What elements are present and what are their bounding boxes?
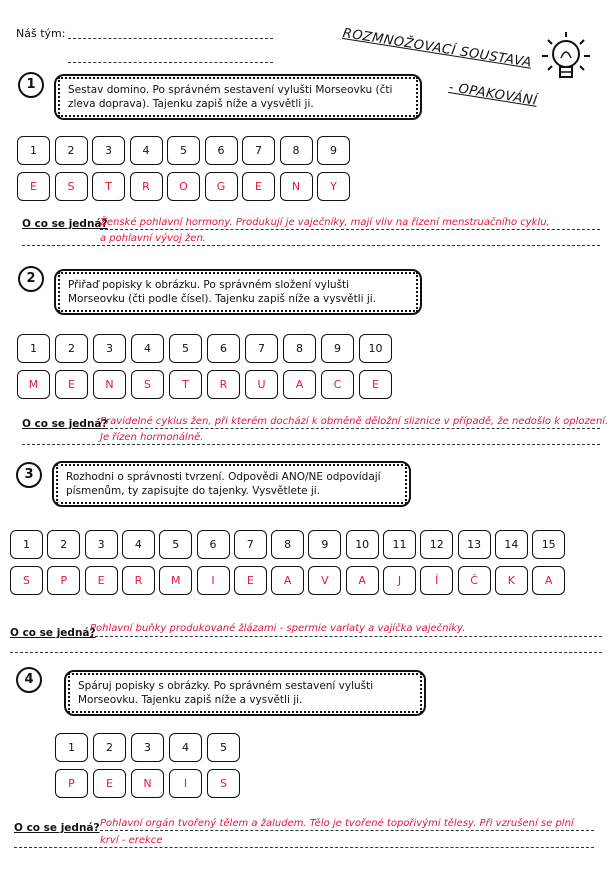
- instruction-text: Rozhodni o správnosti tvrzení. Odpovědi ANO/NE odpovídají písmenům, ty zapisujte do tajenky. Vysvětlete ji.: [56, 464, 407, 504]
- letter-cell[interactable]: I: [169, 769, 202, 798]
- instruction-text: Přiřaď popisky k obrázku. Po správném složení vylušti Morseovku (čti podle čísel). Tajenku zapiš níže a vysvětli ji.: [58, 272, 418, 312]
- write-line[interactable]: [22, 444, 600, 445]
- write-line[interactable]: [22, 245, 600, 246]
- number-cell: 9: [321, 334, 354, 363]
- letter-cell[interactable]: E: [17, 172, 50, 201]
- number-cell: 7: [242, 136, 275, 165]
- letter-cell[interactable]: E: [93, 769, 126, 798]
- letter-cell[interactable]: R: [130, 172, 163, 201]
- number-cell: 7: [234, 530, 267, 559]
- number-cell: 8: [271, 530, 304, 559]
- number-cell: 1: [10, 530, 43, 559]
- team-line-2[interactable]: [68, 62, 273, 63]
- number-cell: 5: [207, 733, 240, 762]
- number-cell: 1: [55, 733, 88, 762]
- number-cell: 11: [383, 530, 416, 559]
- answer-line-1[interactable]: Ženské pohlavní hormony. Produkují je vaječníky, mají vliv na řízení menstruačního cyklu,: [100, 217, 550, 228]
- letter-cell[interactable]: N: [131, 769, 164, 798]
- number-cell: 10: [359, 334, 392, 363]
- letter-cell[interactable]: Í: [420, 566, 453, 595]
- number-cell: 14: [495, 530, 528, 559]
- section-number: 4: [16, 667, 42, 693]
- number-cell: 8: [280, 136, 313, 165]
- instruction-text: Sestav domino. Po správném sestavení vylušti Morseovku (čti zleva doprava). Tajenku zapiš níže a vysvětli ji.: [58, 77, 418, 117]
- what-label: O co se jedná?: [10, 627, 96, 639]
- section-number: 1: [18, 72, 44, 98]
- number-cell: 5: [167, 136, 200, 165]
- letter-cell[interactable]: E: [234, 566, 267, 595]
- letter-cell[interactable]: P: [47, 566, 80, 595]
- answer-line-2[interactable]: Je řízen hormonálně.: [100, 432, 204, 443]
- letter-cell[interactable]: U: [245, 370, 278, 399]
- number-cell: 12: [420, 530, 453, 559]
- letter-cell[interactable]: K: [495, 566, 528, 595]
- letter-cell[interactable]: R: [122, 566, 155, 595]
- page-title: ROZMNOŽOVACÍ SOUSTAVA: [341, 26, 533, 71]
- letter-cell[interactable]: E: [359, 370, 392, 399]
- number-cell: 6: [207, 334, 240, 363]
- letter-cell[interactable]: T: [169, 370, 202, 399]
- answer-line-1[interactable]: Pohlavní orgán tvořený tělem a žaludem. Tělo je tvořené topořivými tělesy. Při vzrušení se plní: [100, 818, 574, 829]
- instruction-text: Spáruj popisky s obrázky. Po správném sestavení vylušti Morseovku. Tajenku zapiš níže a vysvětli ji.: [68, 673, 422, 713]
- number-cell: 2: [55, 334, 88, 363]
- letter-cell[interactable]: T: [92, 172, 125, 201]
- letter-cell[interactable]: E: [55, 370, 88, 399]
- number-cell: 5: [159, 530, 192, 559]
- number-cell: 2: [47, 530, 80, 559]
- number-cell: 6: [197, 530, 230, 559]
- answer-line-1[interactable]: Pohlavní buňky produkované žlázami - spermie varlaty a vajíčka vaječníky.: [90, 623, 466, 634]
- letter-cell[interactable]: I: [197, 566, 230, 595]
- letter-cell[interactable]: P: [55, 769, 88, 798]
- letter-cell[interactable]: A: [532, 566, 565, 595]
- letter-cell[interactable]: Č: [458, 566, 491, 595]
- number-cell: 9: [308, 530, 341, 559]
- letter-cell[interactable]: A: [346, 566, 379, 595]
- page-subtitle: - OPAKOVÁNÍ: [447, 80, 539, 109]
- section-number: 2: [18, 266, 44, 292]
- number-cell: 8: [283, 334, 316, 363]
- number-cell: 3: [92, 136, 125, 165]
- number-cell: 13: [458, 530, 491, 559]
- number-cell: 1: [17, 136, 50, 165]
- letter-cell[interactable]: N: [280, 172, 313, 201]
- letter-cell[interactable]: O: [167, 172, 200, 201]
- number-cell: 4: [130, 136, 163, 165]
- instruction-box: [54, 74, 422, 120]
- instruction-box: [64, 670, 426, 716]
- letter-cell[interactable]: S: [55, 172, 88, 201]
- letter-cell[interactable]: C: [321, 370, 354, 399]
- number-cell: 15: [532, 530, 565, 559]
- letter-cell[interactable]: A: [271, 566, 304, 595]
- number-cell: 5: [169, 334, 202, 363]
- write-line[interactable]: [100, 428, 600, 429]
- lightbulb-icon: [538, 28, 594, 92]
- letter-cell[interactable]: N: [93, 370, 126, 399]
- letter-cell[interactable]: M: [17, 370, 50, 399]
- number-cell: 4: [169, 733, 202, 762]
- letter-cell[interactable]: S: [10, 566, 43, 595]
- number-cell: 9: [317, 136, 350, 165]
- write-line[interactable]: [10, 652, 602, 653]
- number-cell: 3: [93, 334, 126, 363]
- instruction-box: [52, 461, 411, 507]
- number-cell: 2: [93, 733, 126, 762]
- team-label: Náš tým:: [16, 27, 66, 40]
- what-label: O co se jedná?: [22, 418, 108, 430]
- letter-cell[interactable]: E: [85, 566, 118, 595]
- answer-line-2[interactable]: krví - erekce: [100, 835, 163, 846]
- letter-cell[interactable]: E: [242, 172, 275, 201]
- letter-cell[interactable]: G: [205, 172, 238, 201]
- section-number: 3: [16, 462, 42, 488]
- number-cell: 3: [85, 530, 118, 559]
- letter-cell[interactable]: M: [159, 566, 192, 595]
- answer-line-2[interactable]: a pohlavní vývoj žen.: [100, 233, 206, 244]
- what-label: O co se jedná?: [14, 822, 100, 834]
- letter-cell[interactable]: J: [383, 566, 416, 595]
- letter-cell[interactable]: R: [207, 370, 240, 399]
- letter-cell[interactable]: Y: [317, 172, 350, 201]
- write-line[interactable]: [14, 847, 594, 848]
- number-cell: 1: [17, 334, 50, 363]
- write-line[interactable]: [100, 830, 594, 831]
- letter-cell[interactable]: V: [308, 566, 341, 595]
- write-line[interactable]: [100, 229, 600, 230]
- what-label: O co se jedná?: [22, 218, 108, 230]
- letter-cell[interactable]: A: [283, 370, 316, 399]
- number-cell: 4: [122, 530, 155, 559]
- team-line-1[interactable]: [68, 38, 273, 39]
- letter-cell[interactable]: S: [207, 769, 240, 798]
- number-cell: 7: [245, 334, 278, 363]
- write-line[interactable]: [90, 636, 602, 637]
- number-cell: 2: [55, 136, 88, 165]
- letter-cell[interactable]: S: [131, 370, 164, 399]
- answer-line-1[interactable]: Pravidelné cyklus žen, při kterém dochází k obměně děložní sliznice v případě, že nedošlo k oplození.: [100, 416, 609, 427]
- number-cell: 4: [131, 334, 164, 363]
- number-cell: 10: [346, 530, 379, 559]
- number-cell: 6: [205, 136, 238, 165]
- instruction-box: [54, 269, 422, 315]
- number-cell: 3: [131, 733, 164, 762]
